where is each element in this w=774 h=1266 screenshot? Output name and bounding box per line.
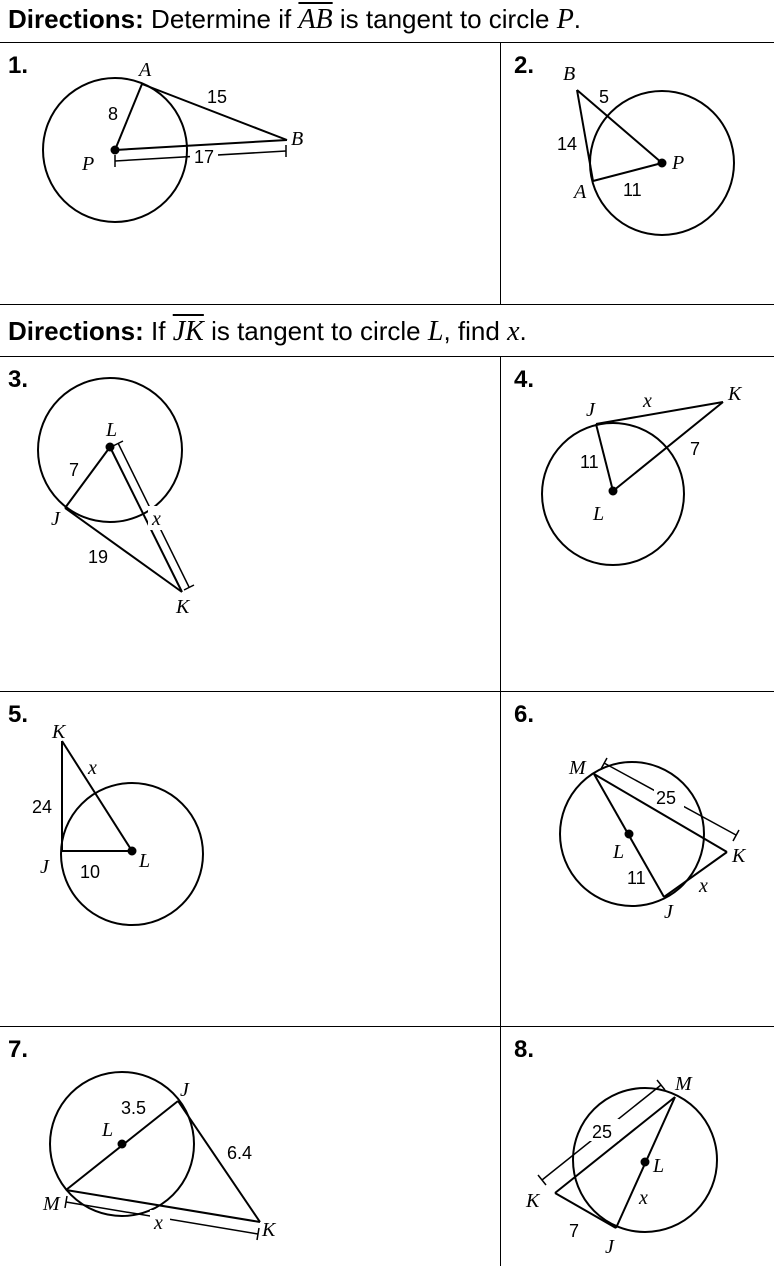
label-l: L [139, 850, 151, 872]
directions-label: Directions: [8, 316, 144, 346]
label-m: M [569, 757, 586, 779]
segment [596, 402, 723, 424]
label-radius: 10 [80, 862, 101, 882]
label-mk: 25 [656, 788, 677, 808]
label-radius: 8 [108, 104, 119, 124]
label-a: A [574, 181, 587, 203]
problem-number-8: 8. [514, 1036, 535, 1063]
figure-4 [542, 383, 743, 565]
label-k: K [732, 845, 746, 867]
figure-7 [42, 1072, 277, 1241]
circle-name: L [427, 316, 444, 347]
center-point [129, 848, 136, 855]
label-radius: 11 [580, 452, 599, 472]
segment [555, 1193, 616, 1228]
label-b: B [291, 128, 304, 150]
label-p: P [82, 153, 95, 175]
directions-2: Directions: If $\overline{JK}$ is tangent to circle L, find x. [8, 316, 527, 347]
tick [65, 1196, 67, 1208]
label-pb: 17 [194, 147, 215, 167]
segment [613, 402, 723, 491]
label-mk: 25 [592, 1122, 613, 1142]
label-m: M [43, 1193, 60, 1215]
label-jk: 6.4 [227, 1143, 253, 1163]
label-k: K [728, 383, 742, 405]
label-j: J [664, 901, 673, 923]
figure-2 [557, 63, 734, 235]
tick [538, 1175, 546, 1185]
directions-label: Directions: [8, 4, 144, 34]
figure-3 [38, 378, 194, 618]
label-ba: 14 [557, 134, 578, 154]
label-x: x [643, 390, 652, 412]
label-k: K [262, 1219, 276, 1241]
center-point [610, 488, 617, 495]
circle-name: P [556, 4, 574, 35]
variable-x: x [507, 316, 520, 347]
label-ab: 15 [207, 87, 228, 107]
center-point [659, 160, 666, 167]
label-x: x [88, 757, 97, 779]
center-point [107, 444, 114, 451]
label-kj: 7 [569, 1221, 580, 1241]
label-k: K [52, 721, 66, 743]
segment-ab: $\overline{AB}$ [298, 4, 333, 35]
label-m: M [675, 1073, 692, 1095]
center-point [112, 147, 119, 154]
radius [115, 84, 142, 150]
label-bp: 5 [599, 87, 610, 107]
tick [113, 441, 123, 446]
label-l: L [613, 841, 625, 863]
segment [664, 852, 727, 897]
label-l: L [653, 1155, 665, 1177]
label-radius: 7 [69, 460, 80, 480]
problem-number-3: 3. [8, 366, 29, 393]
label-ap: 11 [623, 180, 642, 200]
label-radius: 3.5 [121, 1098, 147, 1118]
label-jk: 19 [88, 547, 109, 567]
label-k: K [526, 1190, 540, 1212]
problem-number-6: 6. [514, 701, 535, 728]
label-x: x [152, 508, 161, 530]
label-k: K [176, 596, 190, 618]
tick [257, 1228, 259, 1240]
figure-5 [32, 721, 203, 925]
problem-number-1: 1. [8, 52, 29, 79]
label-x: x [639, 1187, 648, 1209]
label-radius: 11 [627, 868, 646, 888]
segment-jk: $\overline{JK}$ [172, 316, 204, 347]
label-l: L [106, 419, 118, 441]
problem-number-7: 7. [8, 1036, 29, 1063]
label-a: A [139, 59, 152, 81]
label-j: J [40, 856, 49, 878]
label-j: J [586, 399, 595, 421]
problem-number-5: 5. [8, 701, 29, 728]
figure-8 [525, 1073, 717, 1258]
label-b: B [563, 63, 576, 85]
segment [62, 741, 132, 851]
label-l: L [102, 1119, 114, 1141]
figure-6 [560, 757, 747, 923]
segment [577, 90, 593, 181]
segment [110, 447, 182, 592]
problem-number-4: 4. [514, 366, 535, 393]
radius [593, 163, 662, 181]
center-point [119, 1141, 126, 1148]
center-point [626, 831, 633, 838]
label-j: J [180, 1079, 189, 1101]
label-x: x [699, 875, 708, 897]
label-ext: 7 [690, 439, 701, 459]
label-p: P [672, 152, 685, 174]
tick [733, 830, 739, 841]
label-l: L [593, 503, 605, 525]
figure-1 [43, 59, 303, 222]
segment [555, 1097, 675, 1193]
label-x: x [154, 1212, 163, 1234]
label-j: J [605, 1236, 614, 1258]
label-j: J [51, 508, 60, 530]
label-jk: 24 [32, 797, 53, 817]
directions-1: Directions: Determine if $\overline{AB}$ is tangent to circle P. [8, 4, 582, 35]
problem-number-2: 2. [514, 52, 535, 79]
center-point [642, 1159, 649, 1166]
segment [577, 90, 662, 163]
